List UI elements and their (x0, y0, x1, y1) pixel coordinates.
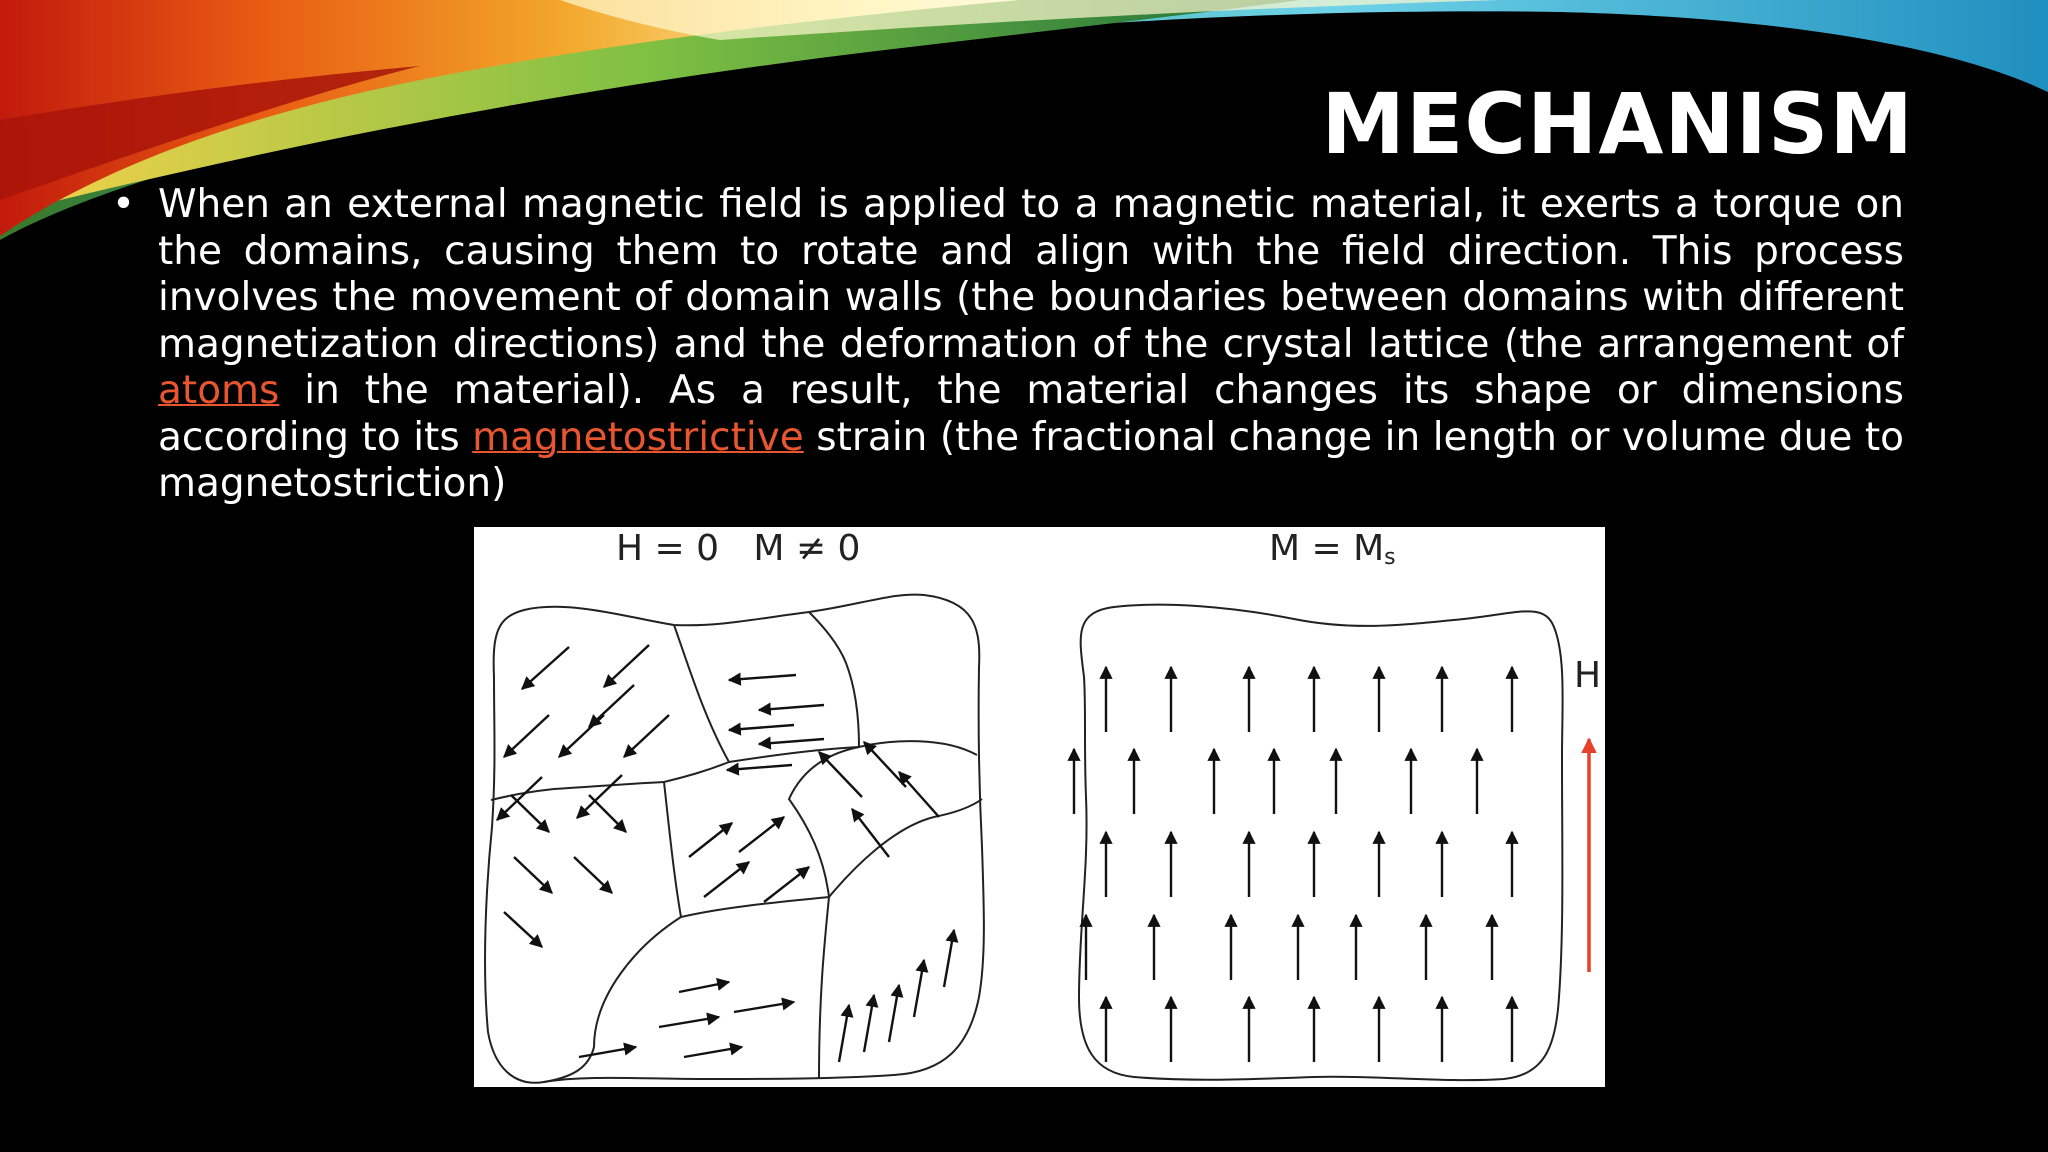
domain-wall (544, 917, 681, 1082)
magnetization-arrow (689, 823, 732, 857)
right-panel-label (1269, 528, 1396, 570)
magnetization-arrow (659, 1017, 719, 1027)
bullet-icon: • (112, 182, 136, 227)
saturation-label-sub: s (1384, 545, 1396, 570)
magnetization-arrow (579, 1047, 636, 1057)
aligned-arrows (1074, 667, 1512, 1062)
right-panel-outline (1079, 605, 1563, 1080)
domain-wall (819, 897, 829, 1079)
magnetization-arrow (589, 795, 626, 832)
magnetization-arrow (624, 715, 669, 757)
domain-diagram (474, 527, 1605, 1087)
domain-boundaries (485, 595, 984, 1083)
saturation-label-main: M = M (1269, 528, 1385, 569)
left-panel-outline (485, 595, 984, 1083)
magnetization-arrow (704, 862, 749, 897)
atoms-link[interactable]: atoms (158, 368, 280, 413)
domain-wall (681, 897, 829, 917)
magnetization-arrow (574, 857, 612, 893)
magnetization-arrow (734, 1002, 794, 1012)
magnetization-arrow (729, 725, 794, 730)
magnetization-arrow (504, 715, 549, 757)
magnetization-arrow (739, 817, 784, 852)
magnetization-arrow (764, 867, 809, 902)
domain-arrows (497, 645, 954, 1062)
domain-wall (729, 747, 859, 762)
magnetization-arrow (559, 715, 604, 757)
magnetization-arrow (504, 912, 542, 947)
magnetization-arrow (511, 795, 549, 832)
magnetization-arrow (914, 960, 924, 1017)
magnetization-arrow (679, 982, 729, 992)
domain-wall (664, 782, 681, 917)
domain-wall (491, 782, 664, 800)
paragraph-text-1: When an external magnetic field is applied to a magnetic material, it exerts a torque on the domains, causing them to rotate and align with the field direction. This process involves the movement of domain walls (the boundaries between domains with different magnetization directions) and the deformation of the crystal lattice (the arrangement of (158, 182, 1904, 367)
magnetization-arrow (759, 739, 824, 744)
magnetization-arrow (577, 775, 622, 818)
bullet-list (112, 182, 1904, 508)
left-panel-label: H = 0 M ≠ 0 (616, 528, 861, 569)
magnetization-arrow (759, 705, 824, 710)
domain-wall (664, 625, 729, 782)
magnetization-arrow (852, 809, 889, 857)
bullet-paragraph (112, 182, 1904, 508)
magnetostrictive-link[interactable]: magnetostrictive (472, 414, 804, 460)
magnetization-arrow (819, 752, 862, 797)
magnetization-arrow (864, 742, 906, 787)
paragraph-text-2: in the material). As a result, the material changes its shape or dimensions according to its (158, 368, 1904, 460)
slide-title: MECHANISM (1321, 75, 1914, 173)
magnetization-arrow (839, 1005, 849, 1062)
magnetization-arrow (944, 930, 954, 987)
magnetization-arrow (684, 1047, 742, 1057)
magnetization-arrow (729, 675, 796, 680)
magnetization-arrow (604, 645, 649, 687)
magnetization-arrow (522, 647, 569, 689)
magnetization-arrow (889, 985, 899, 1042)
magnetization-arrow (589, 685, 634, 727)
domain-wall (809, 612, 977, 755)
magnetization-arrow (514, 857, 552, 893)
magnetization-arrow (727, 765, 792, 770)
magnetization-arrow (899, 772, 939, 817)
field-label: H (1574, 655, 1602, 696)
magnetization-arrow (497, 777, 542, 820)
paragraph-text-3: strain (the fractional change in length or volume due to magnetostriction) (158, 414, 1904, 506)
magnetization-arrow (864, 995, 874, 1052)
magnetic-domains-figure (474, 527, 1605, 1087)
domain-wall (829, 799, 982, 897)
